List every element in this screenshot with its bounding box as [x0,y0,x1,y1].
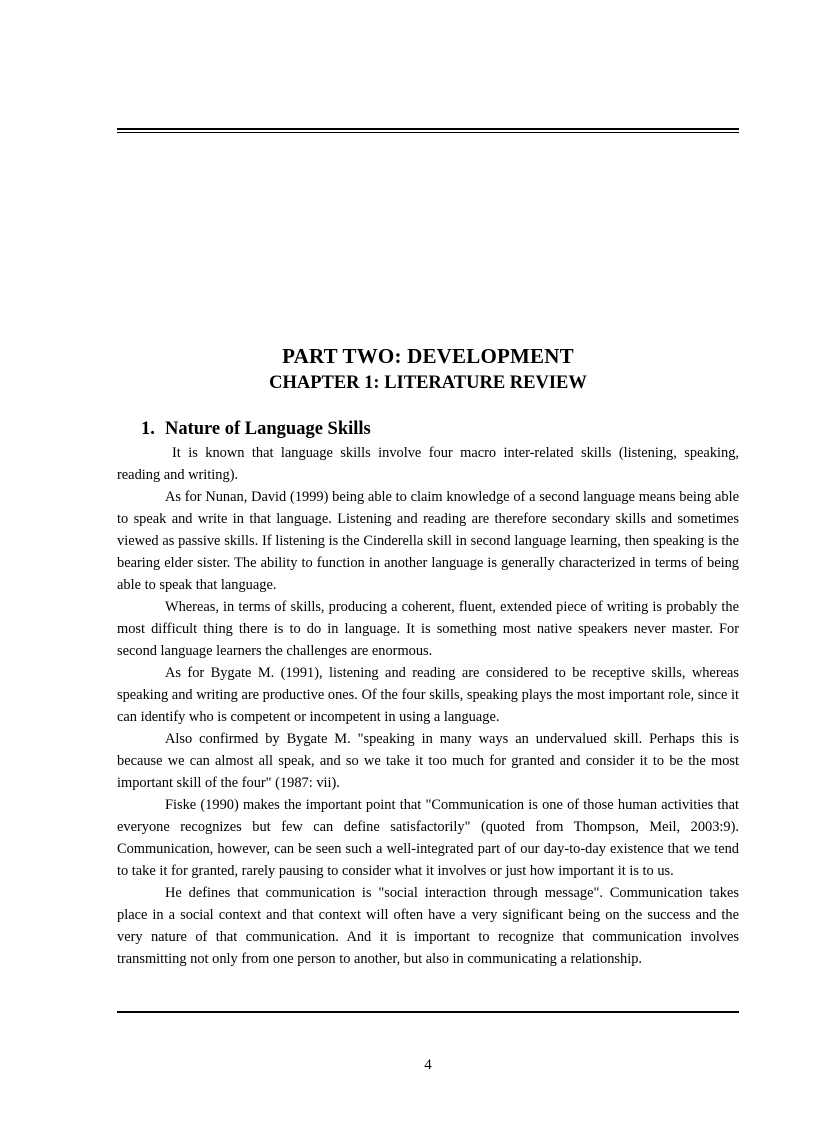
body-text [117,442,739,970]
paragraph: As for Nunan, David (1999) being able to claim knowledge of a second language means being able to speak and write in that language. Listening and reading are therefore secondary skills and sometimes viewed as passive skills. If listening is the Cinderella skill in second language learning, then speaking is the bearing elder sister. The ability to function in another language is generally characterized in terms of being able to speak that language. [117,489,739,593]
page-number: 4 [424,1057,432,1073]
header-rule-thick [117,128,739,130]
paragraph: Whereas, in terms of skills, producing a coherent, fluent, extended piece of writing is probably the most difficult thing there is to do in language. It is something most native speakers never master. For second language learners the challenges are enormous. [117,599,739,659]
section-heading [141,419,371,440]
section-number: 1. [141,419,155,439]
footer-rule [117,1011,739,1013]
paragraph: He defines that communication is "social interaction through message". Communication takes place in a social context and that context will often have a very significant being on the success and the very nature of that communication. And it is important to recognize that communication involves transmitting not only from one person to another, but also in communicating a relationship. [117,885,739,967]
paragraph: Also confirmed by Bygate M. "speaking in many ways an undervalued skill. Perhaps this is because we can almost all speak, and so we take it too much for granted and consider it to be the most important skill of the four" (1987: vii). [117,731,739,791]
paragraph: As for Bygate M. (1991), listening and reading are considered to be receptive skills, whereas speaking and writing are productive ones. Of the four skills, speaking plays the most important role, since it can identify who is competent or incompetent in using a language. [117,665,739,725]
chapter-title: CHAPTER 1: LITERATURE REVIEW [269,373,587,393]
section-title: Nature of Language Skills [165,419,371,439]
paragraph: It is known that language skills involve four macro inter-related skills (listening, speaking, reading and writing). [117,445,739,483]
header-rule-thin [117,132,739,133]
part-title: PART TWO: DEVELOPMENT [282,344,574,368]
paragraph: Fiske (1990) makes the important point that "Communication is one of those human activities that everyone recognizes but few can define satisfactorily" (quoted from Thompson, Meil, 2003:9). Communication, however, can be seen such a well-integrated part of our day-to-day existence that we tend to take it for granted, rarely pausing to consider what it involves or just how important it is to us. [117,797,739,879]
